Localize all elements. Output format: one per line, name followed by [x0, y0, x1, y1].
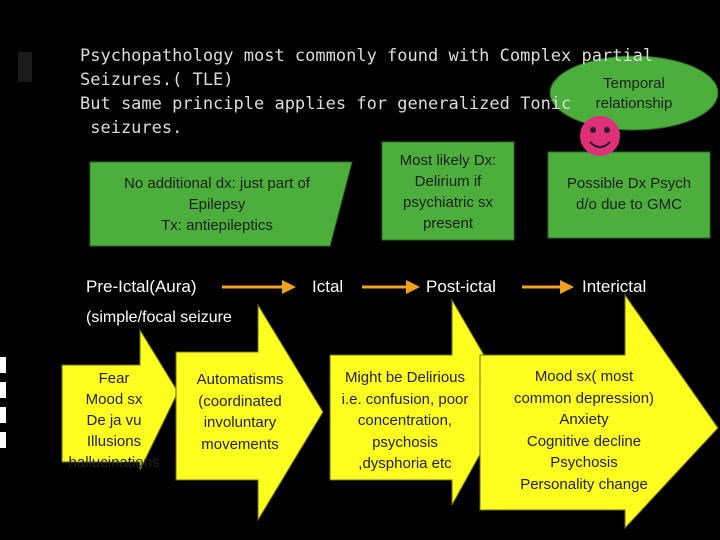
title-line: seizures.: [80, 118, 183, 138]
aura-symptoms: [58, 368, 170, 473]
symptom-line: Personality change: [520, 475, 648, 493]
symptom-line: De ja vu: [86, 412, 142, 429]
symptom-line: Psychosis: [550, 454, 618, 471]
note-line: Possible Dx Psych: [566, 175, 692, 192]
symptom-line: Might be Delirious: [344, 369, 466, 386]
callout-text: [574, 72, 694, 116]
phase-postictal: Post-ictal: [426, 277, 496, 296]
symptom-line: Cognitive decline: [526, 432, 642, 450]
orange-arrow-2: [362, 280, 420, 294]
callout-line: relationship: [595, 95, 673, 112]
symptom-line: ,dysphoria etc: [358, 455, 452, 472]
note-line: No additional dx: just part of: [124, 174, 310, 192]
orange-arrow-3: [522, 280, 574, 294]
phase-interictal: Interictal: [582, 277, 647, 296]
symptom-line: Mood sx: [85, 391, 143, 408]
symptom-line: Fear: [98, 370, 130, 387]
note-line: Epilepsy: [188, 195, 246, 213]
postictal-symptoms: [330, 367, 480, 475]
interictal-symptoms: [484, 366, 684, 495]
note-line: psychiatric sx: [402, 194, 494, 211]
symptom-line: hallucinations: [68, 454, 160, 471]
symptom-line: (coordinated: [198, 392, 282, 410]
note-line: d/o due to GMC: [576, 196, 682, 213]
symptom-line: movements: [201, 435, 279, 453]
orange-arrow-1: [222, 280, 296, 294]
symptom-line: Automatisms: [196, 371, 284, 388]
symptom-line: Mood sx( most: [534, 368, 634, 385]
callout-line: Temporal: [603, 75, 665, 92]
note-line: Tx: antiepileptics: [161, 216, 273, 234]
simple-focal-label: (simple/focal seizure: [86, 309, 232, 326]
symptom-line: Anxiety: [559, 411, 609, 428]
symptom-line: involuntary: [203, 414, 277, 431]
symptom-line: i.e. confusion, poor: [341, 390, 469, 408]
phase-ictal: Ictal: [312, 277, 344, 296]
phase-preictal: Pre-Ictal(Aura): [86, 277, 197, 296]
postictal-note: [384, 148, 512, 236]
symptom-line: concentration,: [357, 412, 453, 429]
symptom-line: Illusions: [86, 433, 142, 450]
note-line: present: [422, 215, 474, 232]
note-line: Most likely Dx:: [399, 152, 497, 169]
title-line: But same principle applies for generalized Tonic: [80, 94, 572, 114]
symptom-line: common depression): [513, 389, 655, 407]
symptom-line: psychosis: [372, 433, 438, 451]
note-line: Delirium if: [414, 173, 482, 190]
title-line: Seizures.( TLE): [80, 70, 234, 90]
title-line: Psychopathology most commonly found with Complex partial: [80, 46, 654, 66]
interictal-note: [550, 164, 708, 224]
ictal-symptoms: [182, 369, 298, 455]
preictal-note: [92, 170, 342, 238]
